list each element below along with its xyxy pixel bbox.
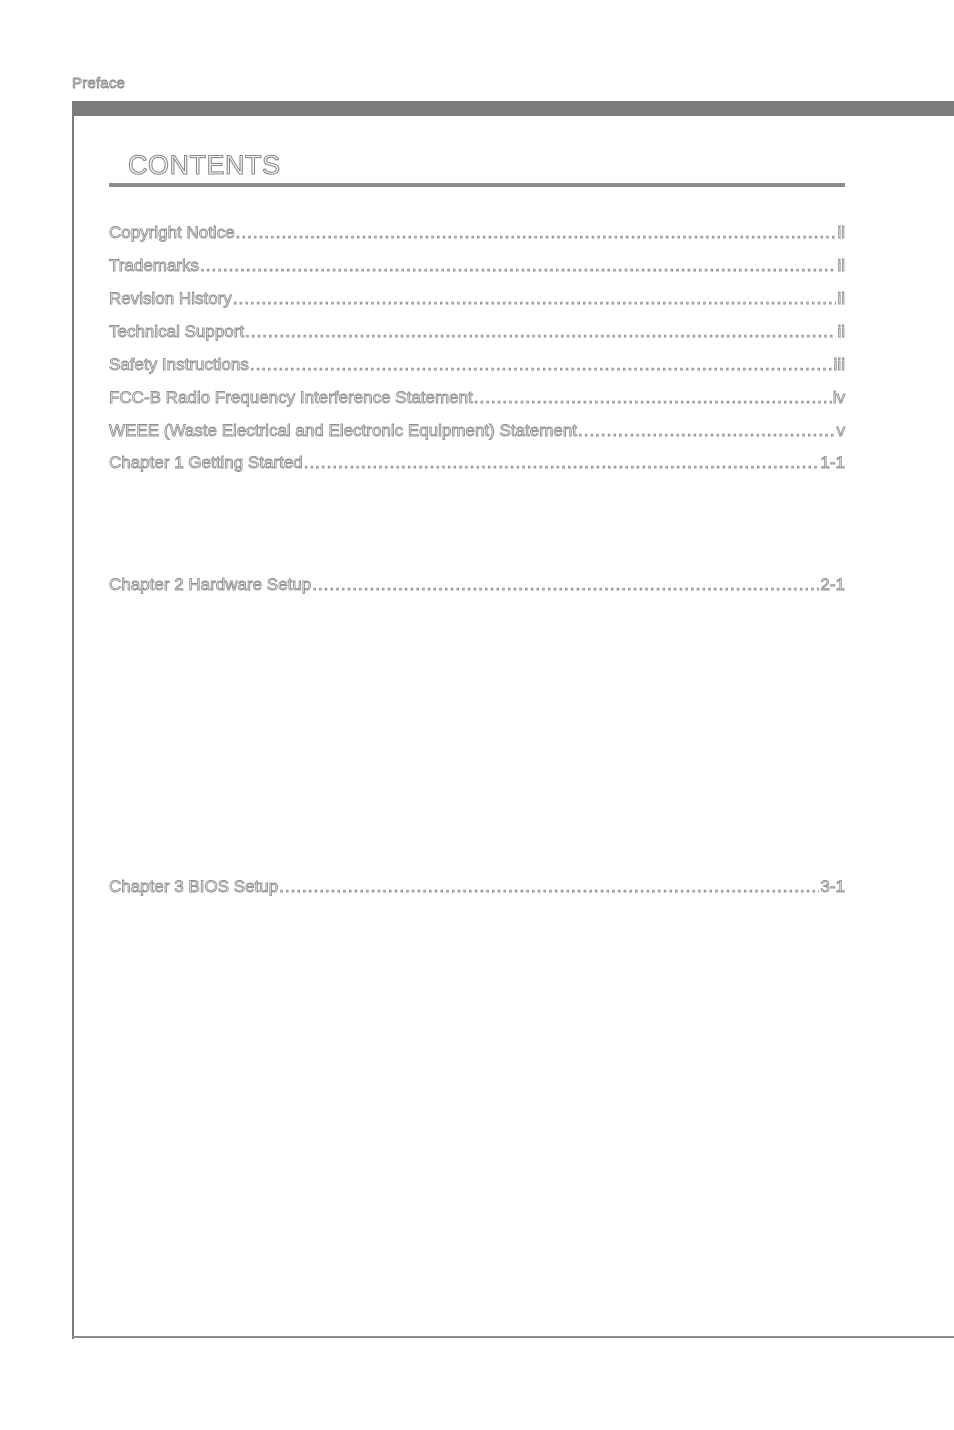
toc-entry-page: ii: [837, 223, 845, 242]
toc-entry-chapter-2[interactable]: [109, 574, 845, 596]
toc-entry-label: Copyright Notice: [109, 223, 235, 242]
toc-entry-label: Chapter 3 BIOS Setup: [109, 877, 279, 896]
toc-entry-label: Revision History: [109, 289, 232, 308]
toc-entry-page: ii: [837, 322, 845, 341]
toc-dot-leader: [279, 876, 819, 898]
toc-dot-leader: [312, 574, 819, 596]
toc-entry-page: 1-1: [820, 453, 845, 472]
toc-entry-label: Chapter 1 Getting Started: [109, 453, 303, 472]
contents-title: CONTENTS: [128, 150, 281, 180]
toc-entry-copyright-notice[interactable]: [109, 222, 845, 244]
toc-entry-label: WEEE (Waste Electrical and Electronic Equipment) Statement: [109, 421, 577, 440]
toc-entry-label: Safety Instructions: [109, 355, 249, 374]
toc-entry-page: iv: [832, 388, 845, 407]
toc-entry-fcc-statement[interactable]: [109, 387, 845, 409]
toc-dot-leader: [236, 222, 837, 244]
toc-dot-leader: [245, 321, 836, 343]
toc-entry-label: Technical Support: [109, 322, 245, 341]
toc-dot-leader: [304, 452, 820, 474]
toc-entry-page: 2-1: [820, 575, 845, 594]
toc-entry-label: Trademarks: [109, 256, 200, 275]
bottom-rule: [72, 1336, 954, 1338]
toc-entry-page: v: [836, 421, 845, 440]
toc-entry-trademarks[interactable]: [109, 255, 845, 277]
toc-entry-safety-instructions[interactable]: [109, 354, 845, 376]
toc-entry-page: ii: [837, 256, 845, 275]
toc-dot-leader: [578, 420, 836, 442]
toc-dot-leader: [200, 255, 836, 277]
toc-entry-technical-support[interactable]: [109, 321, 845, 343]
toc-entry-label: Chapter 2 Hardware Setup: [109, 575, 312, 594]
toc-entry-chapter-3[interactable]: [109, 876, 845, 898]
toc-dot-leader: [474, 387, 832, 409]
top-header-bar: [72, 101, 954, 116]
toc-dot-leader: [233, 288, 837, 310]
toc-entry-label: FCC-B Radio Frequency Interference Statement: [109, 388, 473, 407]
title-underline: [109, 183, 845, 187]
toc-entry-revision-history[interactable]: [109, 288, 845, 310]
toc-entry-chapter-1[interactable]: [109, 452, 845, 474]
section-header-label: Preface: [72, 75, 126, 92]
toc-entry-page: iii: [833, 355, 845, 374]
left-margin-rule: [72, 101, 74, 1339]
toc-dot-leader: [250, 354, 833, 376]
toc-entry-page: 3-1: [820, 877, 845, 896]
toc-entry-page: ii: [837, 289, 845, 308]
toc-entry-weee-statement[interactable]: [109, 420, 845, 442]
